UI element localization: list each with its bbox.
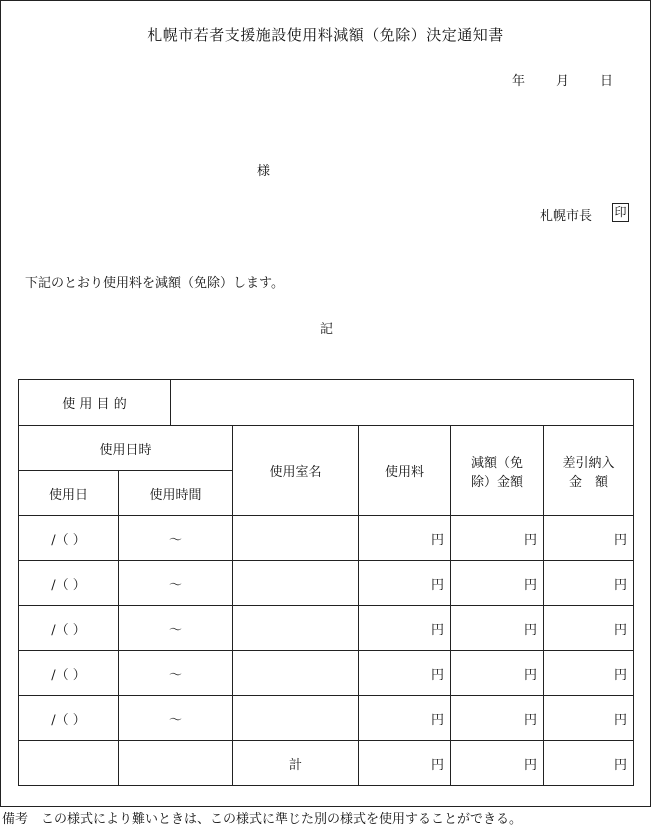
fee-table: [18, 379, 634, 786]
total-reduction[interactable]: 円: [451, 741, 544, 786]
row-reduction[interactable]: 円: [451, 606, 544, 651]
ki-heading: 記: [320, 322, 334, 337]
total-blank-1: [19, 741, 119, 786]
row-date[interactable]: /（ ）: [19, 606, 119, 651]
notice-text: 下記のとおり使用料を減額（免除）します。: [25, 276, 284, 291]
row-net[interactable]: 円: [544, 606, 634, 651]
fee-label: 使用料: [359, 426, 451, 516]
row-date[interactable]: /（ ）: [19, 696, 119, 741]
reduction-label-line2: 除）金額: [470, 474, 523, 490]
addressee-suffix: 様: [257, 164, 271, 179]
table-row: [19, 516, 634, 561]
row-date[interactable]: /（ ）: [19, 651, 119, 696]
row-room[interactable]: [233, 696, 359, 741]
row-room[interactable]: [233, 561, 359, 606]
net-label: [544, 426, 634, 516]
row-fee[interactable]: 円: [359, 516, 451, 561]
net-label-line2: 金 額: [568, 474, 608, 490]
time-label: 使用時間: [119, 471, 233, 516]
row-reduction[interactable]: 円: [451, 696, 544, 741]
room-label: 使用室名: [233, 426, 359, 516]
table-row: [19, 651, 634, 696]
table-row: [19, 606, 634, 651]
total-fee[interactable]: 円: [359, 741, 451, 786]
row-date[interactable]: /（ ）: [19, 561, 119, 606]
row-time[interactable]: ～: [119, 696, 233, 741]
purpose-label: 使 用 目 的: [19, 380, 171, 426]
row-fee[interactable]: 円: [359, 696, 451, 741]
row-net[interactable]: 円: [544, 516, 634, 561]
table-row: [19, 696, 634, 741]
reduction-label-line1: 減額（免: [470, 455, 523, 471]
document-title: 札幌市若者支援施設使用料減額（免除）決定通知書: [147, 26, 504, 44]
purpose-value[interactable]: [171, 380, 634, 426]
row-reduction[interactable]: 円: [451, 651, 544, 696]
row-reduction[interactable]: 円: [451, 516, 544, 561]
total-row: [19, 741, 634, 786]
net-label-line1: 差引納入: [562, 455, 615, 471]
datetime-label: 使用日時: [19, 426, 233, 471]
row-date[interactable]: /（ ）: [19, 516, 119, 561]
total-blank-2: [119, 741, 233, 786]
row-reduction[interactable]: 円: [451, 561, 544, 606]
row-room[interactable]: [233, 606, 359, 651]
row-time[interactable]: ～: [119, 606, 233, 651]
date-day: 日: [600, 74, 614, 89]
row-net[interactable]: 円: [544, 696, 634, 741]
row-net[interactable]: 円: [544, 561, 634, 606]
row-fee[interactable]: 円: [359, 606, 451, 651]
date-month: 月: [556, 74, 570, 89]
date-label: 使用日: [19, 471, 119, 516]
table-row: [19, 561, 634, 606]
row-time[interactable]: ～: [119, 651, 233, 696]
row-room[interactable]: [233, 651, 359, 696]
row-net[interactable]: 円: [544, 651, 634, 696]
row-room[interactable]: [233, 516, 359, 561]
row-time[interactable]: ～: [119, 516, 233, 561]
total-net[interactable]: 円: [544, 741, 634, 786]
total-label: 計: [233, 741, 359, 786]
row-fee[interactable]: 円: [359, 651, 451, 696]
issuer: 札幌市長: [540, 209, 593, 224]
row-time[interactable]: ～: [119, 561, 233, 606]
reduction-label: [451, 426, 544, 516]
row-fee[interactable]: 円: [359, 561, 451, 606]
seal-mark: 印: [612, 203, 629, 222]
remark: 備考 この様式により難いときは、この様式に準じた別の様式を使用することができる。: [2, 812, 523, 827]
date-year: 年: [512, 74, 526, 89]
